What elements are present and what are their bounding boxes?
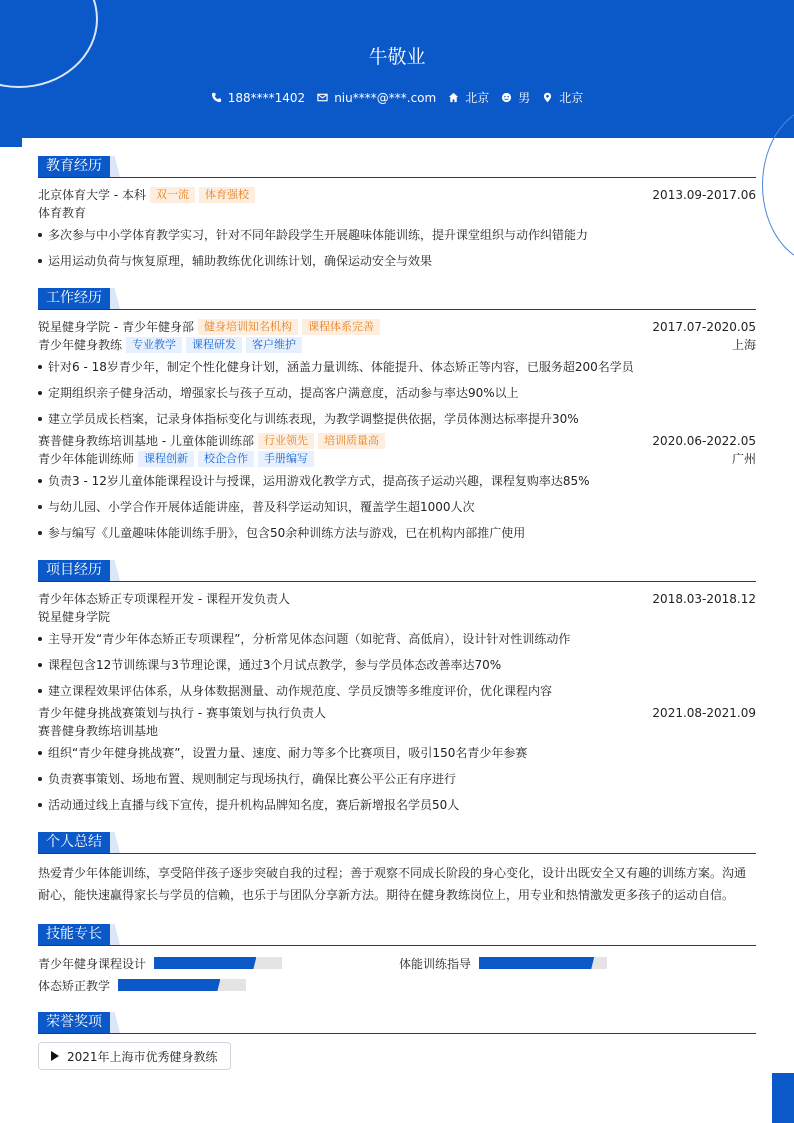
location-icon — [542, 92, 553, 103]
award-text: 2021年上海市优秀健身教练 — [67, 1049, 218, 1064]
play-triangle-icon — [51, 1051, 59, 1061]
major-row — [38, 204, 756, 222]
education-date: 2013.09-2017.06 — [652, 188, 756, 202]
contact-hometown — [448, 89, 489, 106]
corner-decoration — [772, 1073, 794, 1123]
list-item: 多次参与中小学体育教学实习，针对不同年龄段学生开展趣味体能训练，提升课堂组织与动作纠错能力 — [38, 222, 756, 248]
section-header — [38, 156, 756, 178]
role-tag: 校企合作 — [198, 451, 254, 467]
list-item: 负责3 - 12岁儿童体能课程设计与授课，运用游戏化教学方式，提高孩子运动兴趣，课程复购率达85% — [38, 468, 756, 494]
job-company-row — [38, 318, 756, 336]
list-item: 运用运动负荷与恢复原理，辅助教练优化训练计划，确保运动安全与效果 — [38, 248, 756, 274]
list-item: 活动通过线上直播与线下宣传，提升机构品牌知名度，赛后新增报名学员50人 — [38, 792, 756, 818]
summary-section — [38, 832, 756, 906]
job-role-row — [38, 336, 756, 354]
section-title: 工作经历 — [38, 288, 110, 309]
project-row — [38, 590, 756, 608]
contact-email — [317, 89, 436, 106]
list-item: 负责赛事策划、场地布置、规则制定与现场执行，确保比赛公平公正有序进行 — [38, 766, 756, 792]
skill-bar-fill — [479, 957, 594, 969]
job-company-row — [38, 432, 756, 450]
skill-name: 青少年健身课程设计 — [38, 956, 147, 971]
job-city: 上海 — [731, 338, 756, 352]
project-row — [38, 704, 756, 722]
skill-bar — [479, 957, 607, 969]
contact-location — [542, 89, 583, 106]
company-name: 赛普健身教练培训基地 - 儿童体能训练部 — [38, 434, 254, 448]
project-org-row — [38, 608, 756, 626]
list-item: 组织“青少年健身挑战赛”，设置力量、速度、耐力等多个比赛项目，吸引150名青少年参赛 — [38, 740, 756, 766]
award-item — [38, 1042, 231, 1070]
skill-bar-fill — [118, 979, 220, 991]
skill-item — [38, 976, 246, 994]
school-tag: 双一流 — [150, 187, 195, 203]
gender-icon — [501, 92, 512, 103]
summary-text: 热爱青少年体能训练，享受陪伴孩子逐步突破自我的过程；善于观察不同成长阶段的身心变化，设计出既安全又有趣的训练方案。沟通耐心，能快速赢得家长与学员的信赖，也乐于与团队分享新方法。期待在健身教练岗位上，用专业和热情激发更多孩子的运动自信。 — [38, 866, 747, 902]
project-date: 2018.03-2018.12 — [652, 592, 756, 606]
list-item: 课程包含12节训练课与3节理论课，通过3个月试点教学，参与学员体态改善率达70% — [38, 652, 756, 678]
section-title: 项目经历 — [38, 560, 110, 581]
job-role-row — [38, 450, 756, 468]
section-title-tail — [110, 832, 120, 853]
contact-hometown-text: 北京 — [465, 91, 490, 105]
project-date: 2021.08-2021.09 — [652, 706, 756, 720]
job-role: 青少年健身教练 — [38, 338, 123, 352]
company-tag: 课程体系完善 — [302, 319, 380, 335]
contact-phone-text: 188****1402 — [227, 90, 306, 105]
role-tag: 专业教学 — [126, 337, 182, 353]
section-title: 教育经历 — [38, 156, 110, 177]
work-section — [38, 288, 756, 546]
contact-location-text: 北京 — [559, 91, 584, 105]
role-tag: 课程研发 — [186, 337, 242, 353]
home-icon — [448, 92, 459, 103]
major: 体育教育 — [38, 206, 87, 220]
section-header — [38, 832, 756, 854]
job-city: 广州 — [731, 452, 756, 466]
list-item: 与幼儿园、小学合作开展体适能讲座，普及科学运动知识，覆盖学生超1000人次 — [38, 494, 756, 520]
phone-icon — [211, 92, 222, 103]
project-org: 赛普健身教练培训基地 — [38, 724, 159, 738]
job-role: 青少年体能训练师 — [38, 452, 135, 466]
skill-bar — [154, 957, 282, 969]
list-item: 定期组织亲子健身活动，增强家长与孩子互动，提高客户满意度，活动参与率达90%以上 — [38, 380, 756, 406]
section-header — [38, 560, 756, 582]
section-title: 个人总结 — [38, 832, 110, 853]
candidate-name: 牛敬业 — [368, 46, 426, 68]
section-header — [38, 288, 756, 310]
list-item: 建立课程效果评估体系，从身体数据测量、动作规范度、学员反馈等多维度评价，优化课程内容 — [38, 678, 756, 704]
company-tag: 健身培训知名机构 — [198, 319, 298, 335]
skill-name: 体能训练指导 — [399, 956, 472, 971]
section-title-tail — [110, 288, 120, 309]
contact-gender-text: 男 — [518, 91, 531, 105]
project-org-row — [38, 722, 756, 740]
skill-bar-fill — [154, 957, 256, 969]
section-title-tail — [110, 156, 120, 177]
contact-bar — [0, 89, 794, 106]
section-title-tail — [110, 560, 120, 581]
education-row — [38, 186, 756, 204]
education-section — [38, 156, 756, 274]
section-header — [38, 1012, 756, 1034]
projects-section — [38, 560, 756, 818]
project-name: 青少年体态矫正专项课程开发 - 课程开发负责人 — [38, 592, 290, 606]
mail-icon — [317, 92, 328, 103]
skills-section — [38, 924, 756, 996]
company-name: 锐星健身学院 - 青少年健身部 — [38, 320, 194, 334]
section-title-tail — [110, 1012, 120, 1033]
project-org: 锐星健身学院 — [38, 610, 111, 624]
role-tag: 课程创新 — [138, 451, 194, 467]
skill-item — [399, 954, 607, 972]
company-tag: 培训质量高 — [318, 433, 385, 449]
role-tag: 客户维护 — [246, 337, 302, 353]
skill-name: 体态矫正教学 — [38, 978, 111, 993]
contact-email-text: niu****@***.com — [334, 90, 437, 105]
section-title: 荣誉奖项 — [38, 1012, 110, 1033]
list-item: 建立学员成长档案，记录身体指标变化与训练表现，为教学调整提供依据，学员体测达标率提升30% — [38, 406, 756, 432]
school-tag: 体育强校 — [199, 187, 255, 203]
contact-gender — [501, 89, 530, 106]
section-title: 技能专长 — [38, 924, 110, 945]
contact-phone — [211, 89, 305, 106]
list-item: 参与编写《儿童趣味体能训练手册》，包含50余种训练方法与游戏，已在机构内部推广使用 — [38, 520, 756, 546]
role-tag: 手册编写 — [258, 451, 314, 467]
school-name: 北京体育大学 - 本科 — [38, 188, 146, 202]
project-name: 青少年健身挑战赛策划与执行 - 赛事策划与执行负责人 — [38, 706, 326, 720]
section-header — [38, 924, 756, 946]
resume-header — [0, 0, 794, 138]
section-title-tail — [110, 924, 120, 945]
list-item: 主导开发“青少年体态矫正专项课程”，分析常见体态问题（如驼背、高低肩），设计针对性训练动作 — [38, 626, 756, 652]
company-tag: 行业领先 — [258, 433, 314, 449]
job-date: 2017.07-2020.05 — [652, 320, 756, 334]
header-tab-decoration — [0, 138, 22, 147]
skill-item — [38, 954, 282, 972]
job-date: 2020.06-2022.05 — [652, 434, 756, 448]
skill-bar — [118, 979, 246, 991]
list-item: 针对6 - 18岁青少年，制定个性化健身计划，涵盖力量训练、体能提升、体态矫正等内容，已服务超200名学员 — [38, 354, 756, 380]
honors-section — [38, 1012, 756, 1034]
